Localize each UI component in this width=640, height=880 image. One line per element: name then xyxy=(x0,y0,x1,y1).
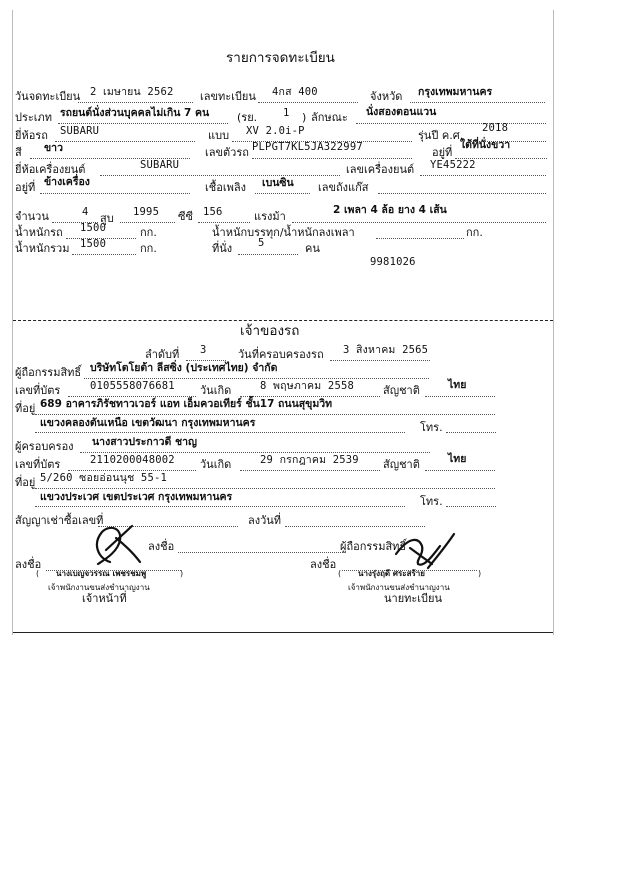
holder-label: ผู้ครอบครอง xyxy=(15,440,74,453)
signature-left xyxy=(80,520,150,570)
birth-value: 8 พฤษภาคม 2558 xyxy=(260,380,355,392)
paper-edge-right xyxy=(553,10,554,635)
plate-value: 4กส 400 xyxy=(272,86,318,98)
dotted-line xyxy=(178,552,343,553)
owner-section-title: เจ้าของรถ xyxy=(240,323,300,339)
fuel-label: เชื้อเพลิง xyxy=(205,181,246,194)
cylinders-value: 4 xyxy=(82,206,89,218)
dotted-line xyxy=(198,222,250,223)
color-label: สี xyxy=(15,146,22,159)
right-official-role: นายทะเบียน xyxy=(384,592,443,605)
dotted-line xyxy=(258,102,358,103)
sign-label-center: ลงชื่อ xyxy=(148,540,175,553)
dotted-line xyxy=(238,254,298,255)
ry-label: (รย. xyxy=(237,111,258,124)
chassis-at-value: ใต้ที่นั่งขวา xyxy=(460,139,511,151)
count-label: จำนวน xyxy=(15,210,49,223)
sign-label-right: ลงชื่อ xyxy=(310,558,337,571)
reg-date-label: วันจดทะเบียน xyxy=(15,90,81,103)
dotted-line xyxy=(68,470,196,471)
dotted-line xyxy=(378,193,546,194)
brand-value: SUBARU xyxy=(60,125,100,137)
lease-no-label: สัญญาเช่าซื้อเลขที่ xyxy=(15,514,104,527)
nationality-value-2: ไทย xyxy=(448,453,467,465)
dotted-line xyxy=(410,102,545,103)
seats-value: 5 xyxy=(258,237,265,249)
card-no-label: เลขที่บัตร xyxy=(15,384,61,397)
fuel-value: เบนซิน xyxy=(262,177,294,189)
dotted-line xyxy=(35,432,405,433)
style-label: ลักษณะ xyxy=(311,111,348,124)
gross-unit: กก. xyxy=(140,242,157,255)
load-unit: กก. xyxy=(466,226,483,239)
hp-label: แรงม้า xyxy=(254,210,286,223)
signature-right xyxy=(388,528,458,572)
gross-label: น้ำหนักรวม xyxy=(15,242,70,255)
engine-at-label: อยู่ที่ xyxy=(15,181,36,194)
engine-no-label: เลขเครื่องยนต์ xyxy=(346,163,415,176)
cc-label: ซีซี xyxy=(178,210,193,223)
brand-label: ยี่ห้อรถ xyxy=(15,129,48,142)
dotted-line xyxy=(35,488,495,489)
dotted-line xyxy=(252,158,412,159)
seats-unit: คน xyxy=(305,242,320,255)
owner-sign-label: ผู้ถือกรรมสิทธิ์ xyxy=(340,540,407,553)
ry-close: ) xyxy=(302,111,307,124)
dotted-line xyxy=(240,470,380,471)
rights-holder-value: บริษัทโตโยต้า ลีสซิ่ง (ประเทศไทย) จำกัด xyxy=(90,362,278,374)
reg-date-value: 2 เมษายน 2562 xyxy=(90,86,174,98)
rights-holder-label: ผู้ถือกรรมสิทธิ์ xyxy=(15,366,82,379)
axle-value: 2 เพลา 4 ล้อ ยาง 4 เส้น xyxy=(333,204,447,216)
gross-value: 1500 xyxy=(80,238,107,250)
engine-at-value: ข้างเครื่อง xyxy=(44,176,90,188)
province-label: จังหวัด xyxy=(370,90,403,103)
right-official-name-open: ( xyxy=(338,569,342,578)
hp-value: 156 xyxy=(203,206,223,218)
engine-no-value: YE45222 xyxy=(430,159,476,171)
dotted-line xyxy=(356,123,546,124)
birth-label: วันเกิด xyxy=(200,384,232,397)
possession-date-label: วันที่ครอบครองรถ xyxy=(238,348,324,361)
right-official-name-close: ) xyxy=(478,569,482,578)
birth-label-2: วันเกิด xyxy=(200,458,232,471)
address-line-1: 689 อาคารภิรัชทาวเวอร์ แอท เอ็มควอเทียร์ ชั้น17 ถนนสุขุมวิท xyxy=(40,398,333,410)
cylinders-label: สูบ xyxy=(100,212,114,225)
dotted-line xyxy=(84,378,429,379)
left-official-name-close: ) xyxy=(180,569,184,578)
dotted-line xyxy=(285,526,425,527)
weight-value: 1500 xyxy=(80,222,107,234)
section-divider xyxy=(13,320,553,321)
chassis-value: PLPGT7KL5JA322997 xyxy=(252,141,363,153)
year-label: รุ่นปี ค.ศ. xyxy=(418,129,464,142)
dotted-line xyxy=(292,222,546,223)
engine-brand-label: ยี่ห้อเครื่องยนต์ xyxy=(15,163,86,176)
year-value: 2018 xyxy=(482,122,509,134)
dotted-line xyxy=(120,222,175,223)
possession-date-value: 3 สิงหาคม 2565 xyxy=(343,344,429,356)
model-label: แบบ xyxy=(208,129,230,142)
cc-value: 1995 xyxy=(133,206,160,218)
right-official-role-small: เจ้าพนักงานขนส่งชำนาญงาน xyxy=(348,583,450,592)
card-no-value-2: 2110200048002 xyxy=(90,454,175,466)
chassis-label: เลขตัวรถ xyxy=(205,146,249,159)
page-title: รายการจดทะเบียน xyxy=(226,50,335,66)
dotted-line xyxy=(55,141,195,142)
dotted-line xyxy=(446,506,496,507)
phone-label: โทร. xyxy=(420,421,443,434)
nationality-value: ไทย xyxy=(448,379,467,391)
color-value: ขาว xyxy=(44,142,63,154)
dotted-line xyxy=(446,432,496,433)
seq-label: ลำดับที่ xyxy=(145,348,180,361)
engine-brand-value: SUBARU xyxy=(140,159,180,171)
birth-value-2: 29 กรกฎาคม 2539 xyxy=(260,454,359,466)
seq-value: 3 xyxy=(200,344,207,356)
address-line-2: แขวงคลองตันเหนือ เขตวัฒนา กรุงเทพมหานคร xyxy=(40,417,256,429)
dotted-line xyxy=(35,506,405,507)
load-label: น้ำหนักบรรทุก/น้ำหนักลงเพลา xyxy=(212,226,355,239)
holder-value: นางสาวประกาวดี ชาญ xyxy=(92,436,197,448)
dotted-line xyxy=(240,396,380,397)
model-value: XV 2.0i-P xyxy=(246,125,305,137)
bottom-divider xyxy=(13,632,553,633)
left-official-name: นางเบญจวรรณ เพชรชมพู xyxy=(56,569,147,578)
card-no-value: 0105558076681 xyxy=(90,380,175,392)
left-official-role: เจ้าหน้าที่ xyxy=(82,592,127,605)
dotted-line xyxy=(78,102,193,103)
dotted-line xyxy=(425,396,495,397)
dotted-line xyxy=(58,123,228,124)
chassis-at-label: อยู่ที่ xyxy=(432,146,453,159)
right-official-name: นางรุ่งฤดี ศระสร้าย xyxy=(358,569,425,578)
paper-edge-left xyxy=(12,10,13,635)
address-label: ที่อยู่ xyxy=(15,402,36,415)
nationality-label: สัญชาติ xyxy=(383,384,420,397)
gas-tank-label: เลขถังแก๊ส xyxy=(318,181,369,194)
dotted-line xyxy=(330,360,430,361)
dotted-line xyxy=(35,414,495,415)
card-no-label-2: เลขที่บัตร xyxy=(15,458,61,471)
weight-unit: กก. xyxy=(140,226,157,239)
type-value: รถยนต์นั่งส่วนบุคคลไม่เกิน 7 คน xyxy=(60,107,210,119)
address2-line-1: 5/260 ซอยอ่อนนุช 55-1 xyxy=(40,472,168,484)
type-label: ประเภท xyxy=(15,111,53,124)
dotted-line xyxy=(68,396,196,397)
dotted-line xyxy=(72,254,136,255)
dotted-line xyxy=(420,175,546,176)
seats-label: ที่นั่ง xyxy=(212,242,233,255)
dotted-line xyxy=(80,452,430,453)
nationality-label-2: สัญชาติ xyxy=(383,458,420,471)
reference-number: 9981026 xyxy=(370,256,416,268)
province-value: กรุงเทพมหานคร xyxy=(418,86,493,98)
dotted-line xyxy=(186,360,226,361)
style-value: นั่งสองตอนแวน xyxy=(366,106,437,118)
phone-label-2: โทร. xyxy=(420,495,443,508)
plate-label: เลขทะเบียน xyxy=(200,90,256,103)
dotted-line xyxy=(100,175,340,176)
dotted-line xyxy=(425,470,495,471)
sign-label-left: ลงชื่อ xyxy=(15,558,42,571)
left-official-role-small: เจ้าพนักงานขนส่งชำนาญงาน xyxy=(48,583,150,592)
weight-label: น้ำหนักรถ xyxy=(15,226,63,239)
dotted-line xyxy=(40,193,190,194)
address-label-2: ที่อยู่ xyxy=(15,476,36,489)
address2-line-2: แขวงประเวศ เขตประเวศ กรุงเทพมหานคร xyxy=(40,491,233,503)
lease-date-label: ลงวันที่ xyxy=(248,514,282,527)
dotted-line xyxy=(376,238,464,239)
ry-value: 1 xyxy=(283,107,290,119)
left-official-name-open: ( xyxy=(36,569,40,578)
dotted-line xyxy=(255,193,310,194)
